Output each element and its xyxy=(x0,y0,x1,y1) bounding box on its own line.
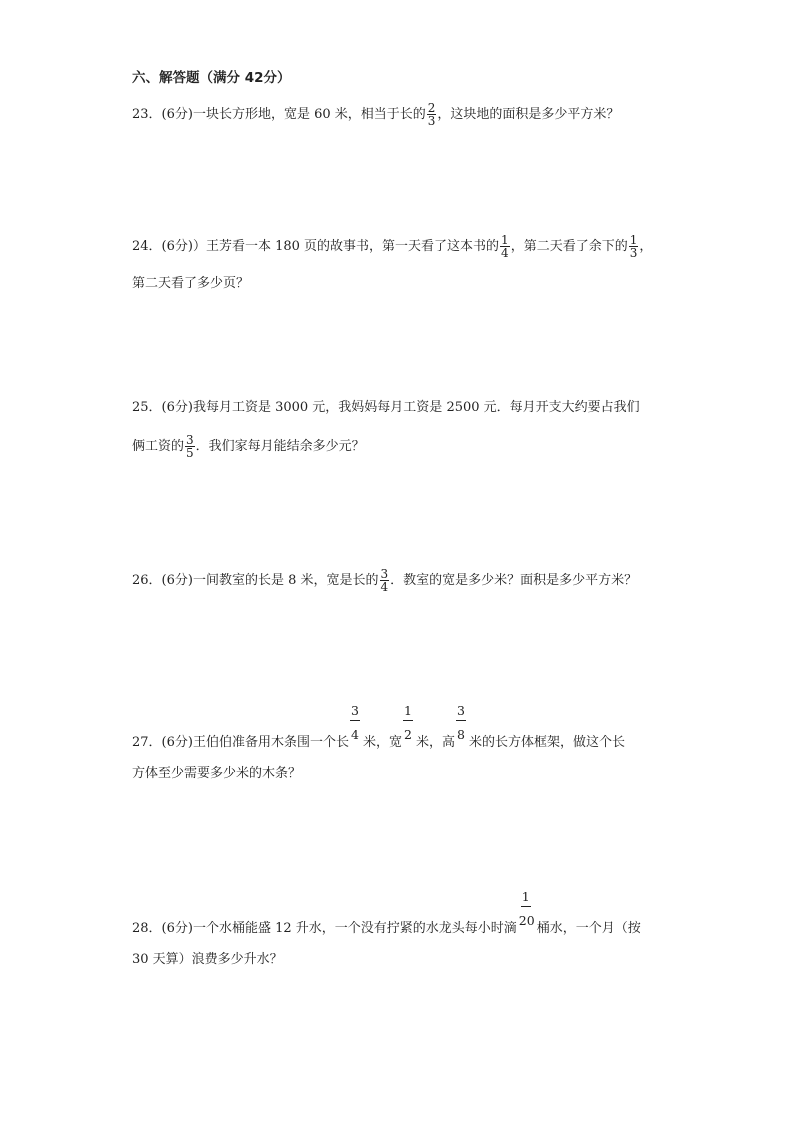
q26-fraction-denominator: 4 xyxy=(380,580,389,594)
q27-fraction-width-numerator: 1 xyxy=(403,704,413,721)
q24-fraction-1-numerator: 1 xyxy=(501,233,509,247)
question-27 xyxy=(132,703,626,753)
q28-text-pre: 28．(6分)一个水桶能盛 12 升水，一个没有拧紧的水龙头每小时滴 xyxy=(132,921,517,936)
q25-text-pre: 俩工资的 xyxy=(132,439,185,454)
q28-fraction xyxy=(517,889,537,932)
q27-fraction-width xyxy=(402,703,416,746)
section-heading: 六、解答题（满分 42分） xyxy=(132,70,291,86)
q26-text-pre: 26．(6分)一间教室的长是 8 米，宽是长的 xyxy=(132,573,379,588)
question-23 xyxy=(132,102,619,127)
q27-text-width-label: 米，宽 xyxy=(362,735,402,750)
question-27-line-2: 方体至少需要多少米的木条？ xyxy=(132,766,302,781)
q23-text-pre: 23．(6分)一块长方形地，宽是 60 米，相当于长的 xyxy=(132,107,426,122)
question-24 xyxy=(132,234,652,259)
q24-fraction-1-denominator: 4 xyxy=(501,246,509,260)
q27-fraction-length xyxy=(349,703,363,746)
question-25: 25．(6分)我每月工资是 3000 元，我妈妈每月工资是 2500 元．每月开支大约要占我们 xyxy=(132,400,640,415)
q24-text-pre: 24．(6分)）王芳看一本 180 页的故事书，第一天看了这本书的 xyxy=(132,239,500,254)
q23-fraction xyxy=(427,102,437,127)
q28-fraction-numerator: 1 xyxy=(521,890,531,907)
q24-text-mid: ，第二天看了余下的 xyxy=(510,239,628,254)
q25-fraction-denominator: 5 xyxy=(186,446,194,460)
q27-text-pre: 27．(6分)王伯伯准备用木条围一个长 xyxy=(132,735,349,750)
question-24-line-2: 第二天看了多少页？ xyxy=(132,276,250,291)
q28-fraction-denominator: 20 xyxy=(518,913,535,928)
q23-text-post: ，这块地的面积是多少平方米？ xyxy=(437,107,620,122)
q25-fraction-numerator: 3 xyxy=(186,433,194,447)
q25-text-post: ．我们家每月能结余多少元？ xyxy=(195,439,365,454)
q27-fraction-width-denominator: 2 xyxy=(403,727,412,742)
q27-fraction-length-numerator: 3 xyxy=(350,704,360,721)
q24-fraction-2-numerator: 1 xyxy=(629,233,638,247)
q26-fraction xyxy=(380,568,390,593)
q26-fraction-numerator: 3 xyxy=(380,567,389,581)
q24-text-end: ， xyxy=(639,239,653,254)
q27-text-post: 米的长方体框架，做这个长 xyxy=(469,735,626,750)
q28-text-post: 桶水，一个月（按 xyxy=(536,921,641,936)
q25-fraction xyxy=(185,434,195,459)
q23-fraction-numerator: 2 xyxy=(427,101,436,115)
q27-fraction-length-denominator: 4 xyxy=(350,727,359,742)
q27-fraction-height-denominator: 8 xyxy=(457,727,465,742)
q24-fraction-2-denominator: 3 xyxy=(629,246,638,260)
question-28-line-2: 30 天算）浪费多少升水？ xyxy=(132,952,283,967)
q26-text-post: ．教室的宽是多少米？面积是多少平方米？ xyxy=(390,573,638,588)
q27-text-height-label: 米，高 xyxy=(415,735,455,750)
q23-fraction-denominator: 3 xyxy=(427,114,436,128)
q24-fraction-1 xyxy=(500,234,510,259)
q24-fraction-2 xyxy=(629,234,639,259)
question-25-line-2 xyxy=(132,434,365,459)
q27-fraction-height xyxy=(455,703,469,746)
question-26 xyxy=(132,568,637,593)
q27-fraction-height-numerator: 3 xyxy=(456,704,466,721)
question-28 xyxy=(132,889,641,939)
